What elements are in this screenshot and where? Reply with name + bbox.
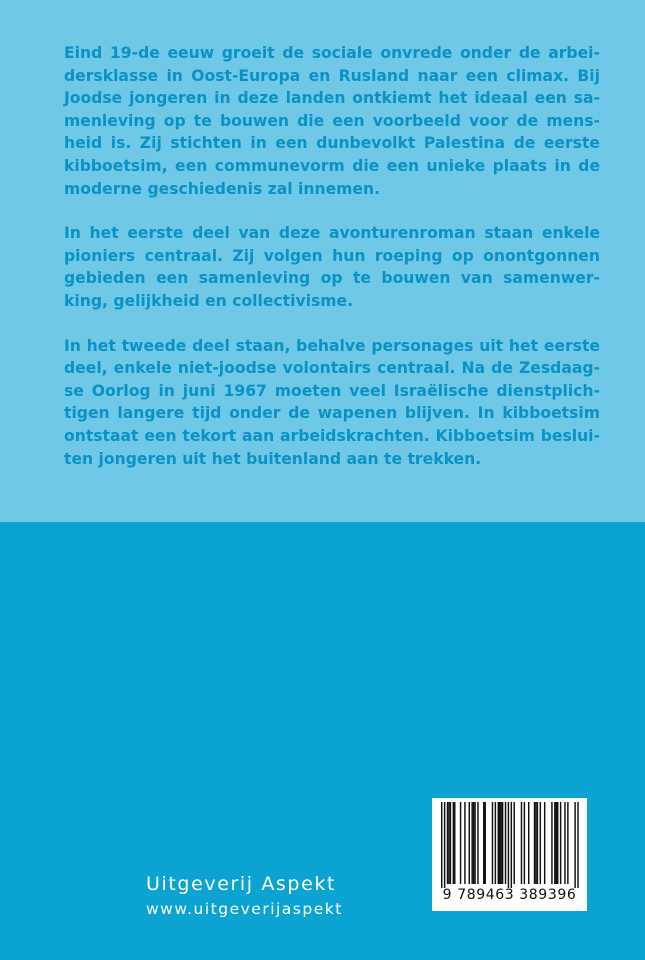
blurb-line: menleving op te bouwen die een voorbeeld voor de mens- xyxy=(64,111,600,130)
barcode-bar xyxy=(477,802,478,884)
barcode-bar xyxy=(469,802,470,884)
barcode-bar xyxy=(551,802,552,884)
barcode-bar xyxy=(473,802,474,884)
barcode-bar xyxy=(521,802,522,884)
blurb-paragraph-1 xyxy=(64,42,600,200)
barcode-bar xyxy=(577,802,578,888)
blurb-line: king, gelijkheid en collectivisme. xyxy=(64,291,354,310)
barcode-bar xyxy=(556,802,557,884)
barcode-bar xyxy=(474,802,475,884)
barcode-bar xyxy=(535,802,536,884)
barcode-bar xyxy=(498,802,499,884)
barcode-bar xyxy=(450,802,451,884)
blurb-line: pioniers centraal. Zij volgen hun roeping op onontgonnen xyxy=(64,246,600,265)
barcode-bar xyxy=(574,802,575,888)
barcode-bar xyxy=(492,802,493,884)
barcode-bar xyxy=(500,802,501,884)
barcode-bar xyxy=(485,802,486,884)
publisher-name: Uitgeverij Aspekt xyxy=(146,873,337,895)
barcode-bar xyxy=(524,802,525,884)
barcode-bar xyxy=(537,802,538,884)
barcode-bar xyxy=(453,802,454,884)
barcode-bar xyxy=(560,802,561,884)
blurb-line: In het tweede deel staan, behalve personages uit het eerste xyxy=(64,336,600,355)
barcode-bar xyxy=(544,802,545,884)
isbn-barcode xyxy=(432,798,587,911)
barcode-bar xyxy=(534,802,535,884)
barcode-bar xyxy=(528,802,529,884)
publisher-url: www.uitgeverijaspekt xyxy=(146,900,343,918)
barcode-bar xyxy=(564,802,565,884)
barcode-bar xyxy=(540,802,541,884)
barcode-bar xyxy=(511,802,512,888)
blurb-line: In het eerste deel van deze avonturenroman staan enkele xyxy=(64,224,600,243)
blurb-line: dersklasse in Oost-Europa en Rusland naar een climax. Bij xyxy=(64,66,600,85)
blurb-line: gebieden een samenleving op te bouwen van samenwer- xyxy=(64,269,600,288)
barcode-bar xyxy=(471,802,472,884)
isbn-number: 9 789463 389396 xyxy=(442,887,577,903)
barcode-bar xyxy=(464,802,465,884)
publisher-block xyxy=(146,872,343,920)
barcode-bar xyxy=(505,802,506,884)
barcode-bar xyxy=(441,802,442,888)
barcode-bar xyxy=(448,802,449,884)
barcode-bar xyxy=(483,802,484,884)
blurb-line: tigen langere tijd onder de wapenen blijven. In kibboetsim xyxy=(64,404,600,423)
barcode-bar xyxy=(460,802,461,884)
blurb-line: kibboetsim, een communevorm die een unieke plaats in de xyxy=(64,156,600,175)
barcode-bar xyxy=(499,802,500,884)
barcode-bar xyxy=(554,802,555,884)
blurb-text xyxy=(64,42,600,492)
barcode-bar xyxy=(514,802,515,884)
barcode-bar xyxy=(557,802,558,884)
blurb-line: se Oorlog in juni 1967 moeten veel Israëlische dienstplich- xyxy=(64,381,600,400)
barcode-bar xyxy=(444,802,445,888)
barcode-bar xyxy=(454,802,455,884)
barcode-bar xyxy=(447,802,448,884)
barcode-bar xyxy=(495,802,496,884)
blurb-paragraph-2 xyxy=(64,222,600,312)
barcode-bar xyxy=(502,802,503,884)
barcode-bar xyxy=(508,802,509,888)
blurb-line: moderne geschiedenis zal innemen. xyxy=(64,179,381,198)
blurb-line: deel, enkele niet-joodse volontairs centraal. Na de Zesdaag- xyxy=(64,359,600,378)
blurb-line: ontstaat een tekort aan arbeidskrachten. Kibboetsim beslui- xyxy=(64,426,600,445)
blurb-paragraph-3 xyxy=(64,335,600,471)
blurb-line: Joodse jongeren in deze landen ontkiemt het ideaal een sa- xyxy=(64,89,600,108)
barcode-bar xyxy=(567,802,568,884)
blurb-line: heid is. Zij stichten in een dunbevolkt Palestina de eerste xyxy=(64,134,600,153)
blurb-line: ten jongeren uit het buitenland aan te trekken. xyxy=(64,449,482,468)
blurb-line: Eind 19-de eeuw groeit de sociale onvrede onder de arbei- xyxy=(64,44,600,62)
